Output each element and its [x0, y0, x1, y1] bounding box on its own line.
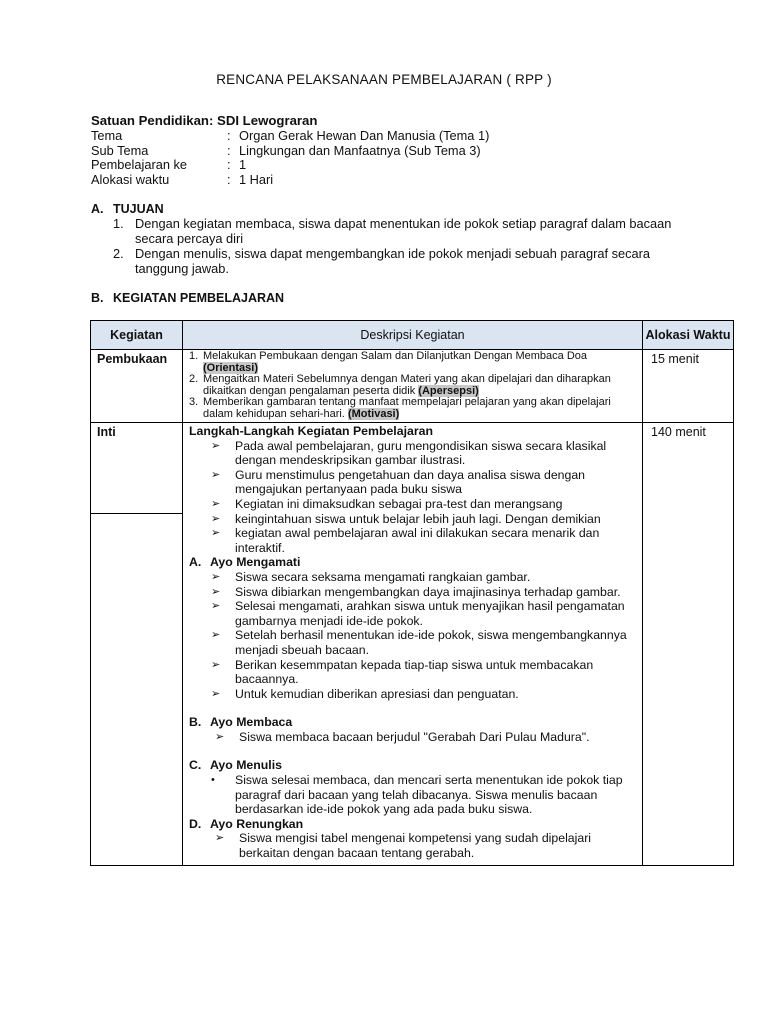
identity-block [91, 113, 489, 187]
item-text: Pada awal pembelajaran, guru mengondisikan siswa secara klasikal dengan mendeskripsikan gambar ilustrasi. [235, 438, 607, 468]
section-letter: A. [91, 202, 104, 216]
arrow-bullet-icon: ➢ [211, 512, 221, 525]
identity-value: Lingkungan dan Manfaatnya (Sub Tema 3) [239, 142, 481, 158]
header-deskripsi: Deskripsi Kegiatan [183, 321, 643, 350]
arrow-bullet-icon: ➢ [215, 730, 225, 743]
identity-colon: : [227, 142, 231, 158]
list-item [189, 512, 638, 527]
item-text: Kegiatan ini dimaksudkan sebagai pra-test dan merangsang [235, 496, 563, 511]
goal-item [113, 246, 673, 276]
item-tag: (Orientasi) [203, 361, 259, 374]
identity-label: Pembelajaran ke [91, 157, 188, 172]
inti-heading: Langkah-Langkah Kegiatan Pembelajaran [189, 424, 433, 438]
item-tag: (Apersepsi) [418, 384, 479, 397]
inti-description [183, 423, 643, 866]
identity-value: 1 [239, 157, 247, 172]
subsection-mengamati [189, 555, 638, 570]
subsection-membaca [189, 715, 638, 730]
goal-number: 1. [113, 216, 124, 231]
row-label-cell [91, 423, 183, 866]
spacer [189, 744, 638, 758]
identity-colon: : [227, 171, 231, 187]
item-text: Siswa secara seksama mengamati rangkaian gambar. [235, 569, 531, 584]
subsection-letter: C. [189, 758, 202, 773]
activity-table [90, 320, 734, 866]
identity-label: Alokasi waktu [91, 171, 170, 187]
arrow-bullet-icon: ➢ [211, 468, 221, 481]
subsection-title: Ayo Renungkan [210, 816, 304, 831]
list-item [189, 687, 638, 702]
section-b-heading [91, 291, 284, 305]
list-item [189, 658, 638, 687]
item-text: Siswa membaca bacaan berjudul "Gerabah Dari Pulau Madura". [239, 729, 590, 744]
item-tag: (Motivasi) [347, 407, 400, 420]
section-title: KEGIATAN PEMBELAJARAN [113, 291, 285, 305]
row-label: Inti [97, 425, 116, 439]
goal-text: Dengan kegiatan membaca, siswa dapat menentukan ide pokok setiap paragraf dalam bacaan secara percaya diri [135, 216, 672, 246]
header-alokasi: Alokasi Waktu [643, 321, 734, 350]
arrow-bullet-icon: ➢ [215, 832, 225, 845]
item-text: kegiatan awal pembelajaran awal ini dilakukan secara menarik dan interaktif. [235, 526, 600, 555]
item-body: Memberikan gambaran tentang manfaat mempelajari pelajaran yang akan dipelajari dalam kehidupan sehari-hari. [203, 396, 611, 420]
item-text [203, 351, 638, 374]
item-body: Mengaitkan Materi Sebelumnya dengan Materi yang akan dipelajari dan diharapkan dikaitkan dengan pengalaman peserta didik [203, 373, 611, 397]
item-text [203, 374, 638, 397]
goal-item [113, 216, 673, 246]
section-a-heading [91, 202, 164, 216]
list-item [189, 773, 638, 817]
identity-label: Sub Tema [91, 142, 149, 158]
row-time: 15 menit [643, 350, 734, 423]
list-item [189, 397, 638, 420]
arrow-bullet-icon: ➢ [211, 527, 221, 540]
item-number: 3. [189, 396, 199, 408]
arrow-bullet-icon: ➢ [211, 629, 221, 642]
list-item [189, 570, 638, 585]
item-text: Siswa selesai membaca, dan mencari serta menentukan ide pokok tiap paragraf dari bacaan yang telah dibacanya. Siswa menulis bacaan berdasarkan ide-ide pokok yang ada pada buku siswa. [235, 773, 623, 817]
list-item [189, 497, 638, 512]
cell-divider [91, 513, 182, 514]
subsection-letter: A. [189, 555, 202, 570]
goal-text: Dengan menulis, siswa dapat mengembangkan ide pokok menjadi sebuah paragraf secara tanggung jawab. [135, 246, 651, 276]
item-number: 2. [189, 373, 199, 385]
section-title: TUJUAN [113, 202, 164, 216]
school-name: Satuan Pendidikan: SDI Lewograran [91, 113, 318, 128]
list-item [189, 439, 638, 468]
identity-value: 1 Hari [239, 171, 274, 187]
identity-row-tema [91, 129, 489, 144]
inti-content [183, 423, 642, 865]
arrow-bullet-icon: ➢ [211, 439, 221, 452]
pembukaan-description [183, 350, 643, 423]
item-body: Melakukan Pembukaan dengan Salam dan Dilanjutkan Dengan Membaca Doa [203, 350, 588, 362]
identity-row-pembelajaran [91, 158, 489, 173]
subsection-title: Ayo Mengamati [210, 555, 301, 570]
item-text: Siswa mengisi tabel mengenai kompetensi yang sudah dipelajari berkaitan dengan bacaan tentang gerabah. [239, 831, 592, 861]
list-item [189, 351, 638, 374]
identity-label: Tema [91, 128, 123, 143]
subsection-letter: B. [189, 715, 202, 730]
document-title: RENCANA PELAKSANAAN PEMBELAJARAN ( RPP ) [216, 72, 552, 87]
subsection-letter: D. [189, 816, 202, 831]
item-number: 1. [189, 350, 199, 362]
arrow-bullet-icon: ➢ [211, 600, 221, 613]
identity-row-subtema [91, 144, 489, 159]
table-row-pembukaan [91, 350, 734, 423]
pembukaan-list [183, 350, 642, 422]
list-item [189, 374, 638, 397]
item-text [203, 397, 638, 420]
subsection-title: Ayo Membaca [210, 715, 293, 730]
list-item [189, 468, 638, 497]
spacer [189, 701, 638, 715]
list-item [189, 730, 638, 745]
goals-list [113, 216, 673, 276]
item-text: Selesai mengamati, arahkan siswa untuk menyajikan hasil pengamatan gambarnya menjadi ide-ide pokok. [235, 599, 625, 628]
list-item [189, 526, 638, 555]
arrow-bullet-icon: ➢ [211, 497, 221, 510]
section-letter: B. [91, 291, 104, 305]
list-item [189, 585, 638, 600]
arrow-bullet-icon: ➢ [211, 585, 221, 598]
goal-number: 2. [113, 246, 124, 261]
item-text: Untuk kemudian diberikan apresiasi dan penguatan. [235, 686, 519, 701]
identity-colon: : [227, 157, 231, 172]
subsection-menulis [189, 758, 638, 773]
arrow-bullet-icon: ➢ [211, 570, 221, 583]
list-item [189, 628, 638, 657]
identity-value: Organ Gerak Hewan Dan Manusia (Tema 1) [239, 128, 490, 143]
arrow-bullet-icon: ➢ [211, 658, 221, 671]
list-item [189, 831, 638, 860]
arrow-bullet-icon: ➢ [211, 687, 221, 700]
item-text: Setelah berhasil menentukan ide-ide pokok, siswa mengembangkannya menjadi sbeuah bacaan. [235, 628, 627, 657]
item-text: Guru menstimulus pengetahuan dan daya analisa siswa dengan mengajukan pertanyaan pada buku siswa [235, 467, 586, 497]
item-text: Berikan kesemmpatan kepada tiap-tiap siswa untuk membacakan bacaannya. [235, 657, 594, 687]
item-text: keingintahuan siswa untuk belajar lebih jauh lagi. Dengan demikian [235, 511, 601, 526]
row-label: Pembukaan [91, 350, 183, 423]
list-item [189, 599, 638, 628]
identity-row-alokasi [91, 173, 489, 188]
header-kegiatan: Kegiatan [91, 321, 183, 350]
table-header-row [91, 321, 734, 350]
dot-bullet-icon: • [211, 774, 215, 787]
subsection-title: Ayo Menulis [210, 758, 282, 773]
subsection-renungkan [189, 817, 638, 832]
identity-colon: : [227, 128, 231, 143]
row-time: 140 menit [643, 423, 734, 866]
item-text: Siswa dibiarkan mengembangkan daya imajinasinya terhadap gambar. [235, 584, 621, 599]
table-row-inti [91, 423, 734, 866]
